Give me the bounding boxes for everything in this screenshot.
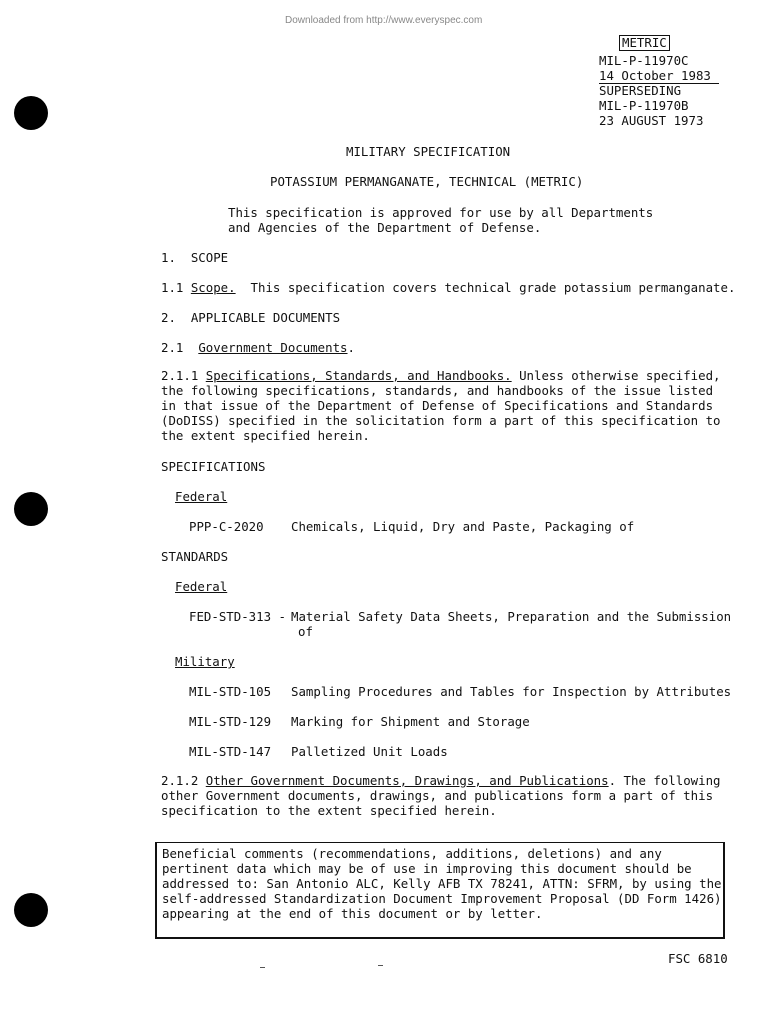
approval-line-1: This specification is approved for use by all Departments [228, 205, 654, 220]
prev-doc-number: MIL-P-11970B [599, 98, 689, 113]
federal-label-2: Federal [175, 579, 228, 594]
section-2-1-1 [161, 368, 731, 443]
doc-ppp-c-2020-id: PPP-C-2020 [189, 519, 264, 534]
scan-mark-2 [378, 965, 383, 966]
doc-mil-std-129-id: MIL-STD-129 [189, 714, 272, 729]
section-2-1-2-number: 2.1.2 [161, 773, 206, 788]
section-1-heading: 1. SCOPE [161, 250, 229, 265]
punch-hole-top [14, 96, 48, 130]
punch-hole-bottom [14, 893, 48, 927]
section-2-1-number: 2.1 [161, 340, 199, 355]
section-2-1-2-text: . The following other Government documents, drawings, and publications form a part of this specification to the extent specified herein. [161, 773, 721, 818]
doc-mil-std-147-id: MIL-STD-147 [189, 744, 272, 759]
prev-doc-date: 23 AUGUST 1973 [599, 113, 704, 128]
metric-stamp: METRIC [619, 35, 670, 51]
section-2-1-2 [161, 773, 731, 818]
doc-mil-std-147-title: Palletized Unit Loads [291, 744, 448, 759]
section-1-1 [161, 280, 735, 295]
scan-mark-1 [260, 967, 265, 968]
doc-date: 14 October 1983 [599, 68, 719, 84]
section-1-1-text: This specification covers technical grade potassium permanganate. [235, 280, 736, 295]
doc-ppp-c-2020-title: Chemicals, Liquid, Dry and Paste, Packaging of [291, 519, 635, 534]
section-2-1-1-number: 2.1.1 [161, 368, 206, 383]
page-subtitle: POTASSIUM PERMANGANATE, TECHNICAL (METRIC) [270, 174, 584, 189]
section-2-1-1-text: Unless otherwise specified, the following specifications, standards, and handbooks of the issue listed in that issue of the Department of Defense of Specifications and Standards (DoDISS) specified in the solicitation form a part of this specification to the extent specified herein. [161, 368, 721, 443]
section-1-1-title: Scope. [190, 280, 236, 295]
federal-label: Federal [175, 489, 228, 504]
standards-label: STANDARDS [161, 549, 229, 564]
section-2-1-1-title: Specifications, Standards, and Handbooks. [205, 368, 512, 383]
page-title: MILITARY SPECIFICATION [346, 144, 511, 159]
section-2-1-end: . [347, 340, 355, 355]
doc-number: MIL-P-11970C [599, 53, 689, 68]
approval-line-2: and Agencies of the Department of Defense. [228, 220, 542, 235]
doc-fed-std-313-id: FED-STD-313 - [189, 609, 286, 624]
doc-fed-std-313-title-1: Material Safety Data Sheets, Preparation and the Submission [291, 609, 732, 624]
punch-hole-middle [14, 492, 48, 526]
doc-fed-std-313-title-2: of [298, 624, 313, 639]
specifications-label: SPECIFICATIONS [161, 459, 266, 474]
download-note: Downloaded from http://www.everyspec.com [285, 15, 483, 26]
superseding-label: SUPERSEDING [599, 83, 682, 98]
doc-mil-std-129-title: Marking for Shipment and Storage [291, 714, 530, 729]
military-label: Military [175, 654, 235, 669]
section-2-heading: 2. APPLICABLE DOCUMENTS [161, 310, 341, 325]
comments-box-text: Beneficial comments (recommendations, additions, deletions) and any pertinent data which may be of use in improving this document should be addressed to: San Antonio ALC, Kelly AFB TX 78241, ATTN: SFRM, by using the self-addressed Standardization Document Improvement Proposal (DD Form 1426) appearing at the end of this document or by letter. [162, 846, 722, 921]
fsc-number: FSC 6810 [668, 951, 728, 966]
section-2-1-2-title: Other Government Documents, Drawings, and Publications [205, 773, 609, 788]
section-1-1-number: 1.1 [161, 280, 191, 295]
doc-mil-std-105-title: Sampling Procedures and Tables for Inspection by Attributes [291, 684, 732, 699]
doc-mil-std-105-id: MIL-STD-105 [189, 684, 272, 699]
section-2-1 [161, 340, 355, 355]
section-2-1-title: Government Documents [198, 340, 348, 355]
